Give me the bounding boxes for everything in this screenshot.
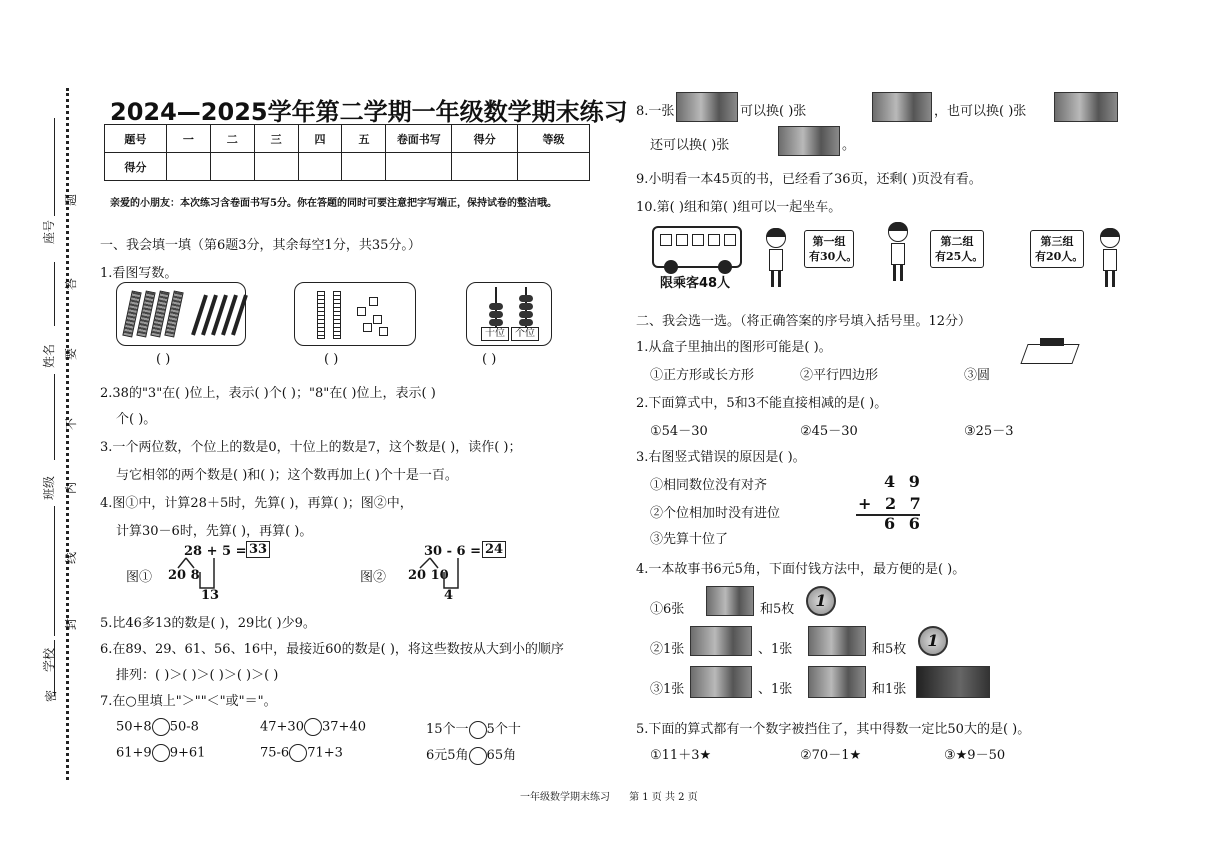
fig2-branch-lines: [408, 552, 488, 598]
blocks-picture: [294, 282, 416, 346]
compare-circle[interactable]: [152, 718, 170, 736]
abacus-bead: [519, 295, 533, 302]
bus-window: [708, 234, 720, 246]
bus-caption: 限乘客48人: [660, 276, 731, 291]
compare-right: 9+61: [169, 745, 206, 761]
vertical-calc-top: 4 9: [884, 472, 924, 491]
compare-circle[interactable]: [152, 744, 170, 762]
binding-dotted-line: [66, 88, 69, 780]
bus-window: [692, 234, 704, 246]
q9-text: 9.小明看一本45页的书，已经看了36页，还剩( )页没有看。: [636, 172, 982, 187]
compare-circle[interactable]: [304, 718, 322, 736]
q6-line2: 排列：( )＞( )＞( )＞( )＞( ): [116, 668, 279, 683]
q6-line1: 6.在89、29、61、56、16中，最接近60的数是( )，将这些数按从大到小的顺序: [100, 642, 564, 657]
q1-text: 1.看图写数。: [100, 266, 178, 281]
banknote-5-image: [690, 666, 752, 698]
girl-icon: [766, 228, 786, 288]
q8-line1-b: 可以换( )张: [740, 104, 807, 119]
q3-line1: 3.一个两位数，个位上的数是0，十位上的数是7，这个数是( )，读作( )；: [100, 440, 522, 455]
score-table: [104, 124, 590, 181]
compare-left: 50+8: [116, 719, 152, 735]
binding-seal-char: 封: [64, 617, 78, 630]
fig1-sum: 13: [201, 588, 220, 603]
s2-q1-option-a[interactable]: ①正方形或长方形: [650, 368, 755, 383]
abacus-label-tens: 十位: [481, 327, 509, 341]
box-icon: [1020, 344, 1079, 364]
q1-answer-3[interactable]: ( ): [482, 352, 497, 367]
binding-seal-char: 线: [64, 551, 78, 564]
coin-1jiao-icon: 1: [918, 626, 948, 656]
s2-q1-text: 1.从盒子里抽出的图形可能是( )。: [636, 340, 832, 355]
q8-line1-c: ，也可以换( )张: [934, 104, 1027, 119]
score-table-header: 二: [210, 125, 254, 153]
s2-q3-option-a[interactable]: ①相同数位没有对齐: [650, 478, 768, 493]
compare-item: [426, 718, 521, 739]
fig1-branch-lines: [168, 552, 248, 598]
q1-answer-2[interactable]: ( ): [324, 352, 339, 367]
bundled-sticks-picture: [116, 282, 246, 346]
compare-left: 6元5角: [426, 748, 469, 763]
score-table-header: 四: [298, 125, 342, 153]
q5-text: 5.比46多13的数是( )，29比( )少9。: [100, 616, 316, 631]
unit-cube: [369, 297, 378, 306]
score-cell[interactable]: [342, 153, 386, 181]
vertical-calc-middle: + 2 7: [858, 494, 925, 513]
q8-line2-a: 还可以换( )张: [650, 138, 730, 153]
compare-right: 65角: [486, 748, 517, 763]
score-table-header: 题号: [105, 125, 167, 153]
s2-q1-option-c[interactable]: ③圆: [964, 368, 991, 383]
binding-seal-char: 密: [44, 689, 58, 702]
score-table-header: 一: [166, 125, 210, 153]
abacus-bead: [489, 311, 503, 318]
abacus-bead: [489, 303, 503, 310]
boy-icon: [1100, 228, 1120, 288]
compare-circle[interactable]: [289, 744, 307, 762]
vertical-calc-result: 6 6: [884, 514, 924, 533]
score-table-header: 五: [342, 125, 386, 153]
fig1-split: 20 8: [168, 568, 200, 583]
score-table-header: 三: [254, 125, 298, 153]
q8-line2-b: 。: [842, 138, 856, 153]
ten-rod: [333, 291, 341, 339]
q10-text: 10.第( )组和第( )组可以一起坐车。: [636, 200, 842, 215]
compare-left: 15个一: [426, 722, 469, 737]
q2-line2: 个( )。: [116, 412, 157, 427]
abacus-bead: [519, 319, 533, 326]
compare-left: 47+30: [260, 719, 304, 735]
banknote-1-image: [706, 586, 754, 616]
group3-bubble: 第三组 有20人。: [1030, 230, 1084, 268]
page-footer: 一年级数学期末练习 第 1 页 共 2 页: [520, 792, 698, 803]
abacus-picture: [466, 282, 552, 346]
compare-right: 5个十: [486, 722, 521, 737]
unit-cube: [357, 307, 366, 316]
abacus-bead: [519, 311, 533, 318]
s2-q4-opt2-c: 和5枚: [872, 642, 907, 657]
q1-answer-1[interactable]: ( ): [156, 352, 171, 367]
section1-heading: 一、我会填一填（第6题3分，其余每空1分，共35分。）: [100, 238, 421, 253]
fig1-expression: 28 + 5 =: [184, 544, 247, 559]
q7-text: 7.在○里填上"＞""＜"或"＝"。: [100, 694, 277, 709]
banknote-100-image: [676, 92, 738, 122]
q4-line1: 4.图①中，计算28＋5时，先算( )，再算( )；图②中，: [100, 496, 413, 511]
s2-q4-opt1-b: 和5枚: [760, 602, 795, 617]
score-cell[interactable]: [166, 153, 210, 181]
score-cell[interactable]: [210, 153, 254, 181]
binding-field-line: [54, 374, 55, 460]
s2-q4-opt3-a[interactable]: ③1张: [650, 682, 685, 697]
binding-seal-char: 不: [64, 417, 78, 430]
compare-item: [116, 744, 205, 762]
bus-window: [724, 234, 736, 246]
compare-left: 61+9: [116, 745, 152, 761]
group1-bubble: 第一组 有30人。: [804, 230, 854, 268]
banknote-1-image: [808, 666, 866, 698]
s2-q3-option-b[interactable]: ②个位相加时没有进位: [650, 506, 781, 521]
s2-q4-opt2-b: 、1张: [758, 642, 793, 657]
abacus-bead: [519, 303, 533, 310]
compare-item: [260, 744, 343, 762]
score-table-header: 得分: [452, 125, 518, 153]
s2-q1-option-b[interactable]: ②平行四边形: [800, 368, 879, 383]
compare-left: 75-6: [260, 745, 290, 761]
q2-line1: 2.38的"3"在( )位上，表示( )个( )；"8"在( )位上，表示( ): [100, 386, 436, 401]
fig1-label: 图①: [126, 570, 153, 585]
binding-field-line: [54, 262, 55, 326]
s2-q2-text: 2.下面算式中，5和3不能直接相减的是( )。: [636, 396, 888, 411]
binding-field-seat: 座号: [42, 219, 56, 244]
fig2-sum: 4: [444, 588, 454, 603]
ten-rod: [317, 291, 325, 339]
compare-circle[interactable]: [469, 721, 487, 739]
abacus-label-ones: 个位: [511, 327, 539, 341]
s2-q4-opt1-a[interactable]: ①6张: [650, 602, 685, 617]
binding-field-line: [54, 506, 55, 636]
s2-q4-opt2-a[interactable]: ②1张: [650, 642, 685, 657]
compare-right: 71+3: [307, 745, 343, 761]
group2-bubble: 第二组 有25人。: [930, 230, 984, 268]
bus-window: [660, 234, 672, 246]
score-cell[interactable]: [386, 153, 452, 181]
fig2-answer: 24: [482, 541, 506, 558]
binding-seal-char: 要: [64, 347, 78, 360]
s2-q5-option-c[interactable]: ③★9－50: [944, 748, 1006, 763]
score-table-header: 等级: [518, 125, 590, 153]
s2-q2-option-c[interactable]: ③25－3: [964, 424, 1014, 439]
binding-seal-char: 答: [64, 277, 78, 290]
s2-q2-option-a[interactable]: ①54－30: [650, 424, 708, 439]
abacus-bead: [489, 319, 503, 326]
binding-field-class: 班级: [42, 475, 56, 500]
unit-cube: [373, 315, 382, 324]
s2-q5-option-b[interactable]: ②70－1★: [800, 748, 862, 763]
fig1-answer: 33: [246, 541, 270, 558]
fig2-expression: 30 - 6 =: [424, 544, 482, 559]
banknote-50-image: [872, 92, 932, 122]
score-table-row-label: 得分: [105, 153, 167, 181]
banknote-5-image: [690, 626, 752, 656]
s2-q3-option-c[interactable]: ③先算十位了: [650, 532, 729, 547]
unit-cube: [379, 327, 388, 336]
fig1-answer-box: [246, 541, 270, 558]
s2-q4-text: 4.一本故事书6元5角，下面付钱方法中，最方便的是( )。: [636, 562, 966, 577]
compare-item: [116, 718, 199, 736]
fig2-split: 20 10: [408, 568, 449, 583]
banknote-5jiao-image: [916, 666, 990, 698]
compare-item: [260, 718, 366, 736]
unit-cube: [363, 323, 372, 332]
score-table-header: 卷面书写: [386, 125, 452, 153]
binding-field-line: [54, 118, 55, 216]
s2-q3-text: 3.右图竖式错误的原因是( )。: [636, 450, 806, 465]
score-cell[interactable]: [254, 153, 298, 181]
score-cell[interactable]: [518, 153, 590, 181]
s2-q2-option-b[interactable]: ②45－30: [800, 424, 858, 439]
s2-q4-opt3-c: 和1张: [872, 682, 907, 697]
s2-q5-option-a[interactable]: ①11＋3★: [650, 748, 712, 763]
notice: 亲爱的小朋友：本次练习含卷面书写5分。你在答题的同时可要注意把字写端正，保持试卷的整洁哦。: [110, 198, 557, 209]
bus-icon: [652, 226, 742, 268]
q3-line2: 与它相邻的两个数是( )和( )；这个数再加上( )个十是一百。: [116, 468, 458, 483]
s2-q5-text: 5.下面的算式都有一个数字被挡住了，其中得数一定比50大的是( )。: [636, 722, 1031, 737]
score-cell[interactable]: [298, 153, 342, 181]
compare-right: 37+40: [321, 719, 366, 735]
compare-circle[interactable]: [469, 747, 487, 765]
q8-line1-a: 8.一张: [636, 104, 675, 119]
banknote-20-image: [1054, 92, 1118, 122]
binding-seal-char: 题: [64, 193, 78, 206]
binding-seal-char: 内: [64, 481, 78, 494]
boy-icon: [888, 222, 908, 282]
bus-window: [676, 234, 688, 246]
s2-q4-opt3-b: 、1张: [758, 682, 793, 697]
q4-line2: 计算30－6时，先算( )，再算( )。: [116, 524, 313, 539]
score-cell[interactable]: [452, 153, 518, 181]
section2-heading: 二、我会选一选。（将正确答案的序号填入括号里。12分）: [636, 314, 972, 329]
page-title: 2024—2025学年第二学期一年级数学期末练习: [110, 98, 628, 126]
coin-1jiao-icon: 1: [806, 586, 836, 616]
banknote-10-image: [778, 126, 840, 156]
fig2-label: 图②: [360, 570, 387, 585]
binding-field-name: 姓名: [42, 343, 56, 368]
compare-item: [426, 744, 516, 765]
box-slot-icon: [1040, 338, 1064, 346]
banknote-1-image: [808, 626, 866, 656]
compare-right: 50-8: [169, 719, 199, 735]
binding-field-school: 学校: [42, 647, 56, 672]
